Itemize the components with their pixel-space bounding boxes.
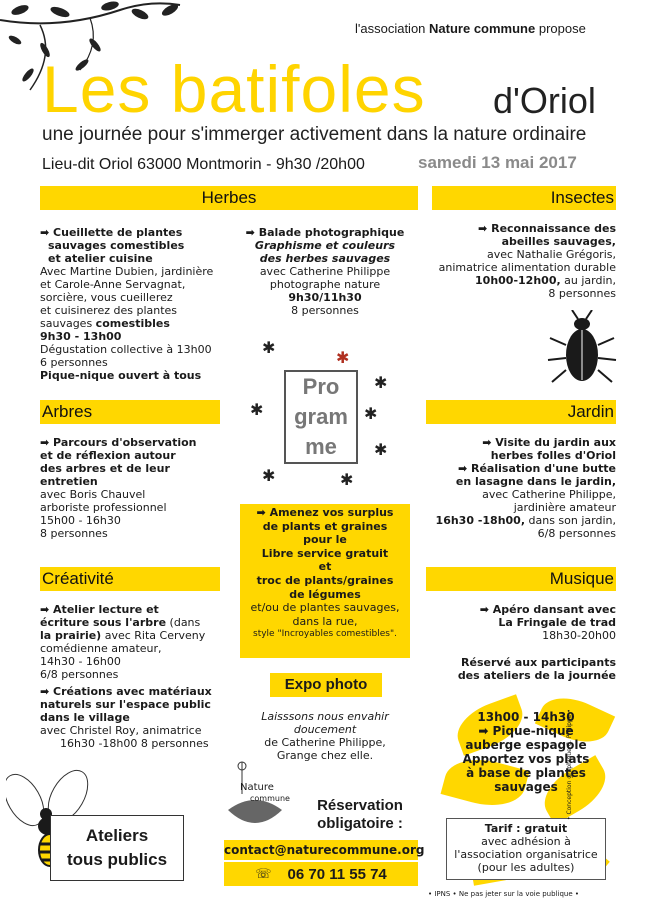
text-line: des ateliers de la journée: [457, 669, 616, 682]
herbes-mid-block: [240, 226, 410, 317]
programme-text: me: [305, 434, 337, 459]
phone-bar: [224, 862, 418, 886]
text-line: (pour les adultes): [477, 861, 575, 874]
text-line: La Fringale de trad: [498, 616, 616, 629]
expo-block: [240, 710, 410, 762]
text-line: ➡ Cueillette de plantes: [40, 226, 183, 239]
ant-icon: ✱: [250, 400, 264, 419]
text-line: pour le: [303, 533, 347, 547]
creativite-block: [40, 603, 212, 750]
text-line: et cuisinerez des plantes: [40, 304, 178, 317]
text-line: 18h30-20h00: [542, 629, 616, 642]
ipns-notice: • IPNS • Ne pas jeter sur la voie publique •: [428, 890, 579, 898]
picnic-block: [436, 710, 616, 794]
text-line: comédienne amateur,: [40, 642, 162, 655]
text-line: avec Christel Roy, animatrice: [40, 724, 202, 737]
text-line: 6/8 personnes: [40, 668, 119, 681]
text-line: auberge espagole: [465, 738, 587, 752]
text-line: arboriste professionnel: [40, 501, 167, 514]
section-jardin: [426, 400, 616, 424]
text-line: 10h00-12h00,: [475, 274, 561, 287]
text-line: naturels sur l'espace public: [40, 698, 211, 711]
section-jardin-label: Jardin: [567, 402, 614, 421]
section-insectes: [432, 186, 616, 210]
text-line: sauvages: [494, 780, 558, 794]
section-herbes: [40, 186, 418, 210]
text-line: avec Rita Cerveny: [101, 629, 206, 642]
text-line: 6 personnes: [40, 356, 108, 369]
text-line: photographe nature: [269, 278, 381, 291]
text-line: et/ou de plantes sauvages,: [250, 601, 400, 615]
text-line: doucement: [293, 723, 357, 736]
assoc-suffix: propose: [535, 21, 586, 36]
ateliers-text: Ateliers: [85, 826, 149, 845]
text-line: sauvages: [40, 317, 96, 330]
section-insectes-label: Insectes: [550, 188, 614, 207]
text-line: et Carole-Anne Servagnat,: [40, 278, 186, 291]
text-line: sauvages comestibles: [48, 239, 185, 252]
jardin-block: [426, 436, 616, 540]
text-line: avec adhésion à: [481, 835, 571, 848]
section-arbres: [40, 400, 220, 424]
text-line: de légumes: [289, 587, 361, 601]
text-line: ➡ Parcours d'observation: [40, 436, 197, 449]
text-line: 8 personnes: [291, 304, 359, 317]
text-line: en lasagne dans le jardin,: [455, 475, 616, 488]
text-line: avec Catherine Philippe,: [482, 488, 616, 501]
ant-icon: ✱: [262, 466, 276, 485]
text-line: ➡ Atelier lecture et: [40, 603, 159, 616]
text-line: ➡ Réalisation d'une butte: [457, 462, 616, 475]
text-line: 13h00 - 14h30: [477, 710, 575, 724]
programme-text: Pro: [302, 374, 340, 399]
text-line: avec Catherine Philippe: [259, 265, 391, 278]
text-line: 16h30 -18h00 8 personnes: [60, 737, 209, 750]
text-line: des arbres et de leur: [40, 462, 170, 475]
text-line: comestibles: [95, 317, 170, 330]
ant-icon: ✱: [340, 470, 354, 489]
text-line: style "Incroyables comestibles".: [253, 629, 397, 640]
text-line: entretien: [40, 475, 98, 488]
association-line: [355, 22, 586, 35]
title-place: d'Oriol: [493, 80, 596, 121]
ant-icon: ✱: [374, 373, 388, 392]
exchange-box: [240, 504, 410, 658]
text-line: avec Nathalie Grégoris,: [486, 248, 616, 261]
text-line: Grange chez elle.: [276, 749, 374, 762]
logo-subname: commune: [250, 794, 290, 803]
assoc-name: Nature commune: [429, 21, 536, 36]
reservation-heading: [300, 797, 420, 833]
ant-icon: ✱: [336, 348, 350, 367]
text-line: et: [318, 560, 332, 574]
ant-icon: ✱: [374, 440, 388, 459]
beetle-illustration: [540, 310, 620, 390]
text-line: Réservation: [317, 797, 403, 814]
text-line: Apportez vos plats: [462, 752, 590, 766]
text-line: herbes folles d'Oriol: [490, 449, 616, 462]
ant-icon: ✱: [364, 404, 378, 423]
assoc-prefix: l'association: [355, 21, 430, 36]
section-musique-label: Musique: [549, 569, 614, 588]
text-line: 8 personnes: [40, 527, 108, 540]
event-date: samedi 13 mai 2017: [418, 153, 577, 172]
text-line: dans le village: [40, 711, 130, 724]
text-line: jardinière amateur: [513, 501, 616, 514]
text-line: dans son jardin,: [525, 514, 616, 527]
location-line: Lieu-dit Oriol 63000 Montmorin - 9h30 /20h00: [42, 156, 365, 173]
tarif-box: [446, 818, 606, 880]
text-line: Libre service gratuit: [261, 546, 389, 560]
text-line: et atelier cuisine: [48, 252, 153, 265]
text-line: au jardin,: [560, 274, 616, 287]
text-line: ➡ Pique-nique: [478, 724, 574, 738]
text-line: Pique-nique ouvert à tous: [40, 369, 202, 382]
text-line: Réservé aux participants: [461, 656, 616, 669]
text-line: écriture sous l'arbre: [40, 616, 167, 629]
text-line: 9h30 - 13h00: [40, 330, 122, 343]
text-line: Dégustation collective à 13h00: [40, 343, 212, 356]
text-line: ➡ Reconnaissance des: [478, 222, 616, 235]
phone-icon: ☏: [255, 866, 272, 882]
text-line: 8 personnes: [548, 287, 616, 300]
text-line: de Catherine Philippe,: [264, 736, 386, 749]
text-line: Graphisme et couleurs: [254, 239, 396, 252]
text-line: la prairie): [40, 629, 102, 642]
ateliers-box: [50, 815, 184, 881]
text-line: (dans: [166, 616, 201, 629]
section-creativite-label: Créativité: [42, 569, 114, 588]
phone-number[interactable]: 06 70 11 55 74: [287, 865, 387, 883]
text-line: 16h30 -18h00,: [435, 514, 526, 527]
text-line: 14h30 - 16h00: [40, 655, 121, 668]
text-line: ➡ Apéro dansant avec: [479, 603, 616, 616]
arbres-block: [40, 436, 197, 540]
section-herbes-label: Herbes: [201, 188, 257, 207]
text-line: dans la rue,: [292, 614, 358, 628]
section-arbres-label: Arbres: [42, 402, 93, 421]
text-line: ➡ Amenez vos surplus: [256, 506, 394, 519]
logo-text: [240, 782, 290, 804]
expo-photo-title: Expo photo: [270, 673, 382, 697]
herbes-left-block: [40, 226, 213, 382]
text-line: Laisssons nous envahir: [261, 710, 389, 723]
text-line: Tarif : gratuit: [484, 822, 568, 835]
text-line: animatrice alimentation durable: [438, 261, 616, 274]
section-musique: [426, 567, 616, 591]
text-line: 15h00 - 16h30: [40, 514, 121, 527]
insectes-block: [432, 222, 616, 300]
text-line: abeilles sauvages,: [501, 235, 616, 248]
main-title: Les batifoles: [42, 52, 426, 126]
text-line: l'association organisatrice: [454, 848, 598, 861]
text-line: sorcière, vous cueillerez: [40, 291, 173, 304]
text-line: obligatoire :: [317, 815, 403, 832]
section-creativite: [40, 567, 220, 591]
text-line: et de réflexion autour: [40, 449, 176, 462]
text-line: 6/8 personnes: [537, 527, 616, 540]
text-line: troc de plants/graines: [256, 573, 394, 587]
text-line: avec Boris Chauvel: [40, 488, 146, 501]
design-credit: • Conception graphique C. Philippe •: [566, 709, 573, 820]
ant-icon: ✱: [262, 338, 276, 357]
contact-email-link[interactable]: contact@naturecommune.org: [224, 840, 418, 860]
text-line: 9h30/11h30: [288, 291, 362, 304]
text-line: ➡ Créations avec matériaux: [40, 685, 212, 698]
musique-block: [426, 603, 616, 682]
logo-name: Nature: [240, 782, 274, 793]
programme-text: gram: [294, 404, 348, 429]
tagline: une journée pour s'immerger activement dans la nature ordinaire: [42, 124, 587, 145]
text-line: ➡ Balade photographique: [245, 226, 405, 239]
text-line: des herbes sauvages: [259, 252, 391, 265]
text-line: ➡ Visite du jardin aux: [482, 436, 616, 449]
text-line: Avec Martine Dubien, jardinière: [40, 265, 214, 278]
text-line: à base de plantes: [466, 766, 586, 780]
text-line: de plants et graines: [262, 519, 388, 533]
programme-box: [284, 370, 358, 464]
ateliers-text: tous publics: [66, 850, 168, 869]
